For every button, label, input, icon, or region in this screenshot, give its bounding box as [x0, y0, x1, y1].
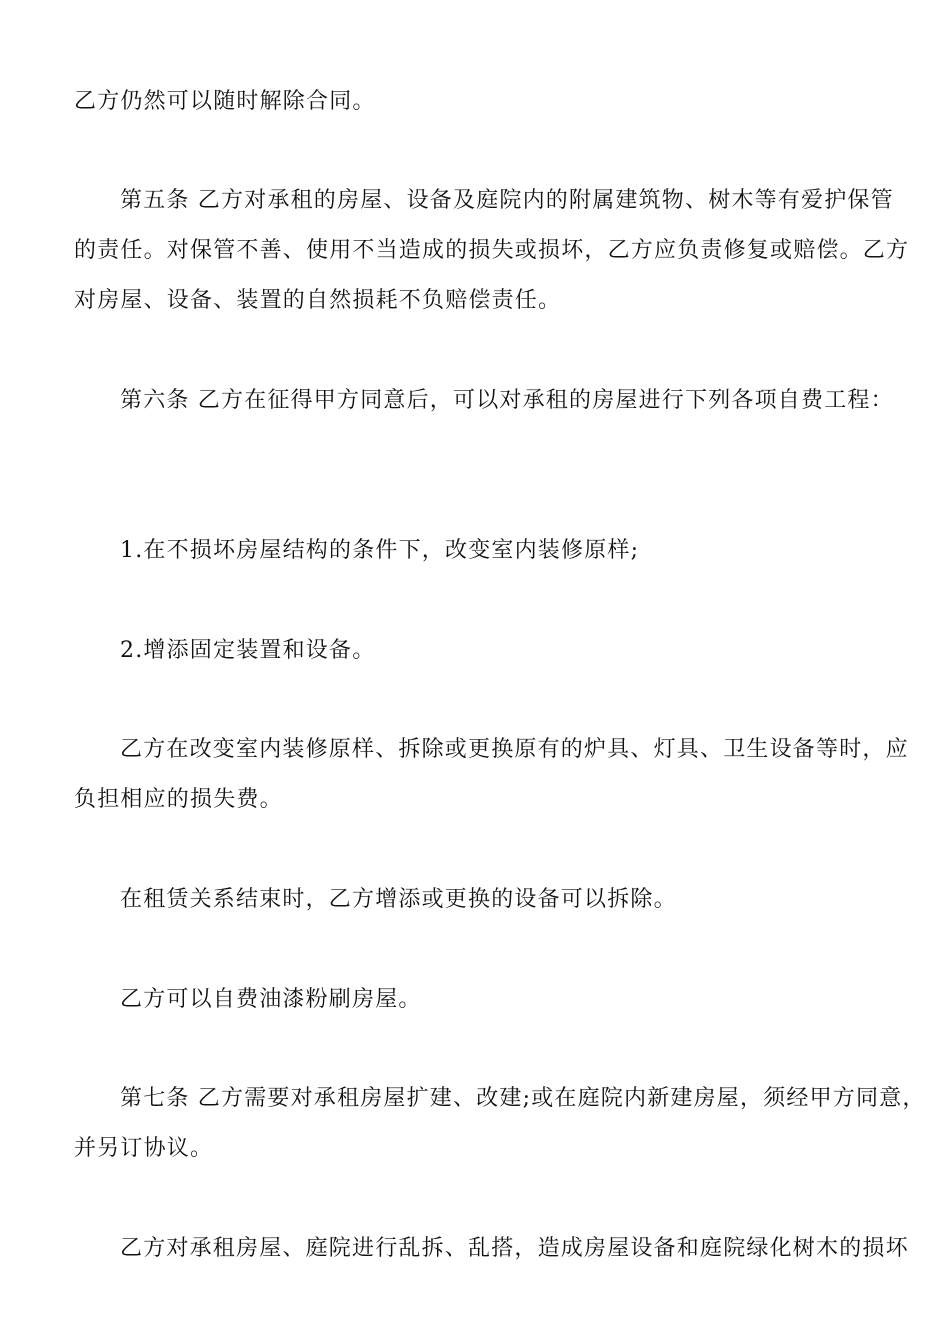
text-line: 2.增添固定装置和设备。 [120, 638, 376, 663]
text-line: 在租赁关系结束时，乙方增添或更换的设备可以拆除。 [120, 887, 677, 912]
text-line: 对房屋、设备、装置的自然损耗不负赔偿责任。 [74, 288, 562, 313]
text-line: 乙方仍然可以随时解除合同。 [74, 89, 376, 114]
text-line: 乙方可以自费油漆粉刷房屋。 [120, 987, 422, 1012]
text-line: 第七条 乙方需要对承租房屋扩建、改建;或在庭院内新建房屋，须经甲方同意， [120, 1086, 926, 1111]
text-line: 负担相应的损失费。 [74, 787, 283, 812]
text-line: 并另订协议。 [74, 1136, 214, 1161]
text-line: 第六条 乙方在征得甲方同意后，可以对承租的房屋进行下列各项自费工程： [120, 388, 894, 413]
text-line: 乙方对承租房屋、庭院进行乱拆、乱搭，造成房屋设备和庭院绿化树木的损坏 [120, 1236, 909, 1261]
text-line: 第五条 乙方对承租的房屋、设备及庭院内的附属建筑物、树木等有爱护保管 [120, 188, 894, 213]
text-line: 乙方在改变室内装修原样、拆除或更换原有的炉具、灯具、卫生设备等时，应 [120, 737, 909, 762]
text-line: 1.在不损坏房屋结构的条件下，改变室内装修原样; [120, 538, 640, 563]
text-line: 的责任。对保管不善、使用不当造成的损失或损坏，乙方应负责修复或赔偿。乙方 [74, 238, 910, 263]
